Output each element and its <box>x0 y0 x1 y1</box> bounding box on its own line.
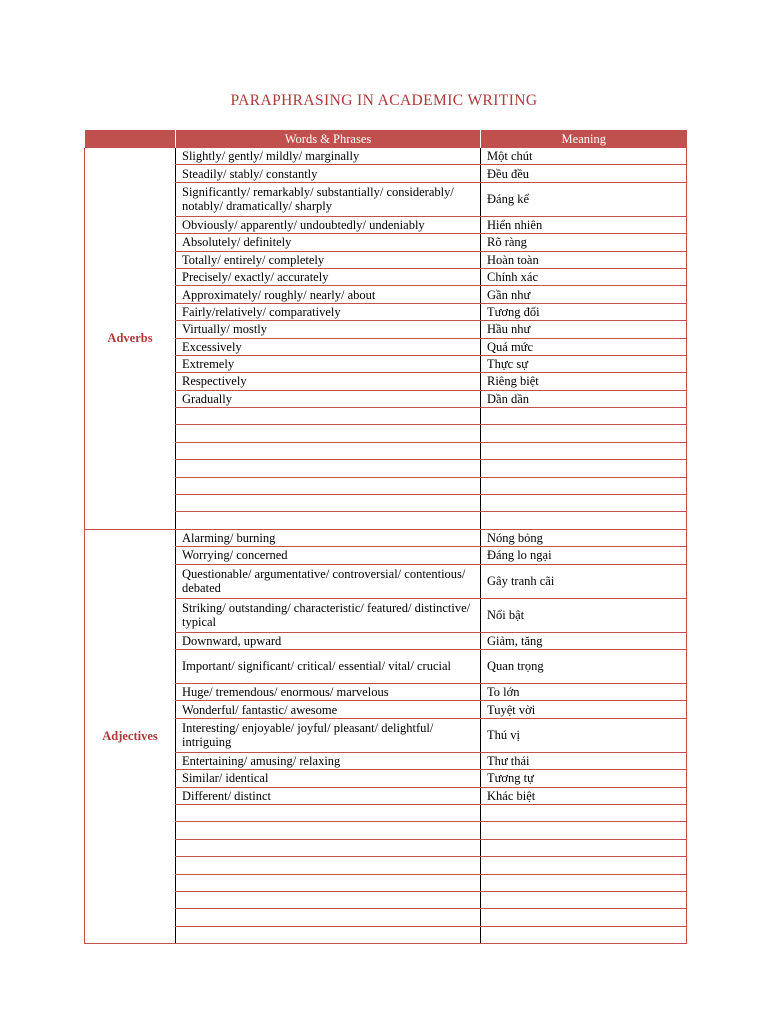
meaning-cell: Quá mức <box>481 338 687 355</box>
vocabulary-table <box>84 130 687 944</box>
table-row <box>85 529 687 546</box>
words-phrases-cell <box>176 460 481 477</box>
words-phrases-cell: Striking/ outstanding/ characteristic/ featured/ distinctive/ typical <box>176 598 481 632</box>
table-row <box>85 547 687 564</box>
words-phrases-cell <box>176 909 481 926</box>
words-phrases-cell: Alarming/ burning <box>176 529 481 546</box>
words-phrases-cell: Approximately/ roughly/ nearly/ about <box>176 286 481 303</box>
table-row <box>85 804 687 821</box>
meaning-cell <box>481 512 687 529</box>
table-row <box>85 460 687 477</box>
table-row <box>85 148 687 165</box>
meaning-cell <box>481 408 687 425</box>
meaning-cell: Đáng lo ngại <box>481 547 687 564</box>
words-phrases-cell: Totally/ entirely/ completely <box>176 251 481 268</box>
words-phrases-cell: Wonderful/ fantastic/ awesome <box>176 701 481 718</box>
meaning-cell: Giảm, tăng <box>481 632 687 649</box>
meaning-cell <box>481 926 687 943</box>
meaning-cell: Rõ ràng <box>481 234 687 251</box>
words-phrases-cell <box>176 408 481 425</box>
table-row <box>85 649 687 683</box>
table-row <box>85 251 687 268</box>
words-phrases-cell <box>176 495 481 512</box>
meaning-cell: Chính xác <box>481 268 687 285</box>
meaning-cell: Hiển nhiên <box>481 216 687 233</box>
table-row <box>85 408 687 425</box>
meaning-cell: Riêng biệt <box>481 373 687 390</box>
document-title: PARAPHRASING IN ACADEMIC WRITING <box>230 92 538 109</box>
meaning-cell: Nóng bỏng <box>481 529 687 546</box>
table-row <box>85 770 687 787</box>
words-phrases-cell: Slightly/ gently/ mildly/ marginally <box>176 148 481 165</box>
meaning-cell: Nổi bật <box>481 598 687 632</box>
words-phrases-cell: Huge/ tremendous/ enormous/ marvelous <box>176 683 481 700</box>
words-phrases-cell <box>176 891 481 908</box>
words-phrases-cell: Questionable/ argumentative/ controversial/ contentious/ debated <box>176 564 481 598</box>
words-phrases-cell: Important/ significant/ critical/ essential/ vital/ crucial <box>176 649 481 683</box>
words-phrases-cell: Extremely <box>176 355 481 372</box>
table-row <box>85 286 687 303</box>
words-phrases-cell: Significantly/ remarkably/ substantially/ considerably/ notably/ dramatically/ sharply <box>176 182 481 216</box>
table-row <box>85 598 687 632</box>
words-phrases-cell <box>176 822 481 839</box>
table-row <box>85 926 687 943</box>
words-phrases-cell: Virtually/ mostly <box>176 321 481 338</box>
table-row <box>85 857 687 874</box>
meaning-cell <box>481 874 687 891</box>
words-phrases-cell: Precisely/ exactly/ accurately <box>176 268 481 285</box>
table-row <box>85 477 687 494</box>
words-phrases-cell <box>176 857 481 874</box>
table-row <box>85 839 687 856</box>
table-row <box>85 165 687 182</box>
meaning-cell <box>481 425 687 442</box>
category-label-adjectives: Adjectives <box>85 529 176 943</box>
words-phrases-cell: Gradually <box>176 390 481 407</box>
meaning-cell: Dần dần <box>481 390 687 407</box>
table-row <box>85 512 687 529</box>
words-phrases-cell: Interesting/ enjoyable/ joyful/ pleasant/ delightful/ intriguing <box>176 718 481 752</box>
meaning-cell: Hầu như <box>481 321 687 338</box>
table-row <box>85 390 687 407</box>
meaning-cell: Tương đối <box>481 303 687 320</box>
words-phrases-cell: Downward, upward <box>176 632 481 649</box>
header-meaning: Meaning <box>481 130 687 148</box>
meaning-cell <box>481 460 687 477</box>
table-row <box>85 268 687 285</box>
words-phrases-cell: Excessively <box>176 338 481 355</box>
meaning-cell: Tương tự <box>481 770 687 787</box>
words-phrases-cell: Obviously/ apparently/ undoubtedly/ undeniably <box>176 216 481 233</box>
meaning-cell <box>481 891 687 908</box>
words-phrases-cell: Different/ distinct <box>176 787 481 804</box>
header-category <box>85 130 176 148</box>
meaning-cell: Thú vị <box>481 718 687 752</box>
meaning-cell <box>481 822 687 839</box>
table-row <box>85 442 687 459</box>
meaning-cell: Quan trọng <box>481 649 687 683</box>
meaning-cell: Gây tranh cãi <box>481 564 687 598</box>
table-row <box>85 909 687 926</box>
words-phrases-cell <box>176 839 481 856</box>
table-row <box>85 355 687 372</box>
header-words-phrases: Words & Phrases <box>176 130 481 148</box>
words-phrases-cell <box>176 926 481 943</box>
words-phrases-cell <box>176 804 481 821</box>
table-row <box>85 182 687 216</box>
meaning-cell <box>481 495 687 512</box>
meaning-cell: Gần như <box>481 286 687 303</box>
table-row <box>85 495 687 512</box>
words-phrases-cell: Respectively <box>176 373 481 390</box>
table-row <box>85 321 687 338</box>
table-row <box>85 874 687 891</box>
table-row <box>85 822 687 839</box>
words-phrases-cell: Entertaining/ amusing/ relaxing <box>176 752 481 769</box>
meaning-cell: Đáng kể <box>481 182 687 216</box>
words-phrases-cell: Steadily/ stably/ constantly <box>176 165 481 182</box>
table-row <box>85 891 687 908</box>
table-row <box>85 303 687 320</box>
words-phrases-cell: Worrying/ concerned <box>176 547 481 564</box>
category-label-adverbs: Adverbs <box>85 148 176 529</box>
words-phrases-cell <box>176 425 481 442</box>
table-body <box>85 148 687 944</box>
table-header-row <box>85 130 687 148</box>
meaning-cell: To lớn <box>481 683 687 700</box>
meaning-cell: Tuyệt vời <box>481 701 687 718</box>
meaning-cell: Khác biệt <box>481 787 687 804</box>
words-phrases-cell: Absolutely/ definitely <box>176 234 481 251</box>
table-row <box>85 425 687 442</box>
table-row <box>85 564 687 598</box>
table-row <box>85 752 687 769</box>
table-row <box>85 718 687 752</box>
meaning-cell <box>481 804 687 821</box>
meaning-cell: Hoàn toàn <box>481 251 687 268</box>
words-phrases-cell: Similar/ identical <box>176 770 481 787</box>
meaning-cell <box>481 857 687 874</box>
table-row <box>85 373 687 390</box>
table-row <box>85 338 687 355</box>
table-row <box>85 234 687 251</box>
table-row <box>85 216 687 233</box>
meaning-cell <box>481 442 687 459</box>
meaning-cell <box>481 909 687 926</box>
table-row <box>85 683 687 700</box>
words-phrases-cell <box>176 442 481 459</box>
meaning-cell: Thực sự <box>481 355 687 372</box>
meaning-cell: Thư thái <box>481 752 687 769</box>
meaning-cell: Một chút <box>481 148 687 165</box>
words-phrases-cell: Fairly/relatively/ comparatively <box>176 303 481 320</box>
meaning-cell <box>481 477 687 494</box>
words-phrases-cell <box>176 512 481 529</box>
meaning-cell <box>481 839 687 856</box>
words-phrases-cell <box>176 477 481 494</box>
words-phrases-cell <box>176 874 481 891</box>
table-row <box>85 632 687 649</box>
table-row <box>85 787 687 804</box>
meaning-cell: Đều đều <box>481 165 687 182</box>
table-row <box>85 701 687 718</box>
